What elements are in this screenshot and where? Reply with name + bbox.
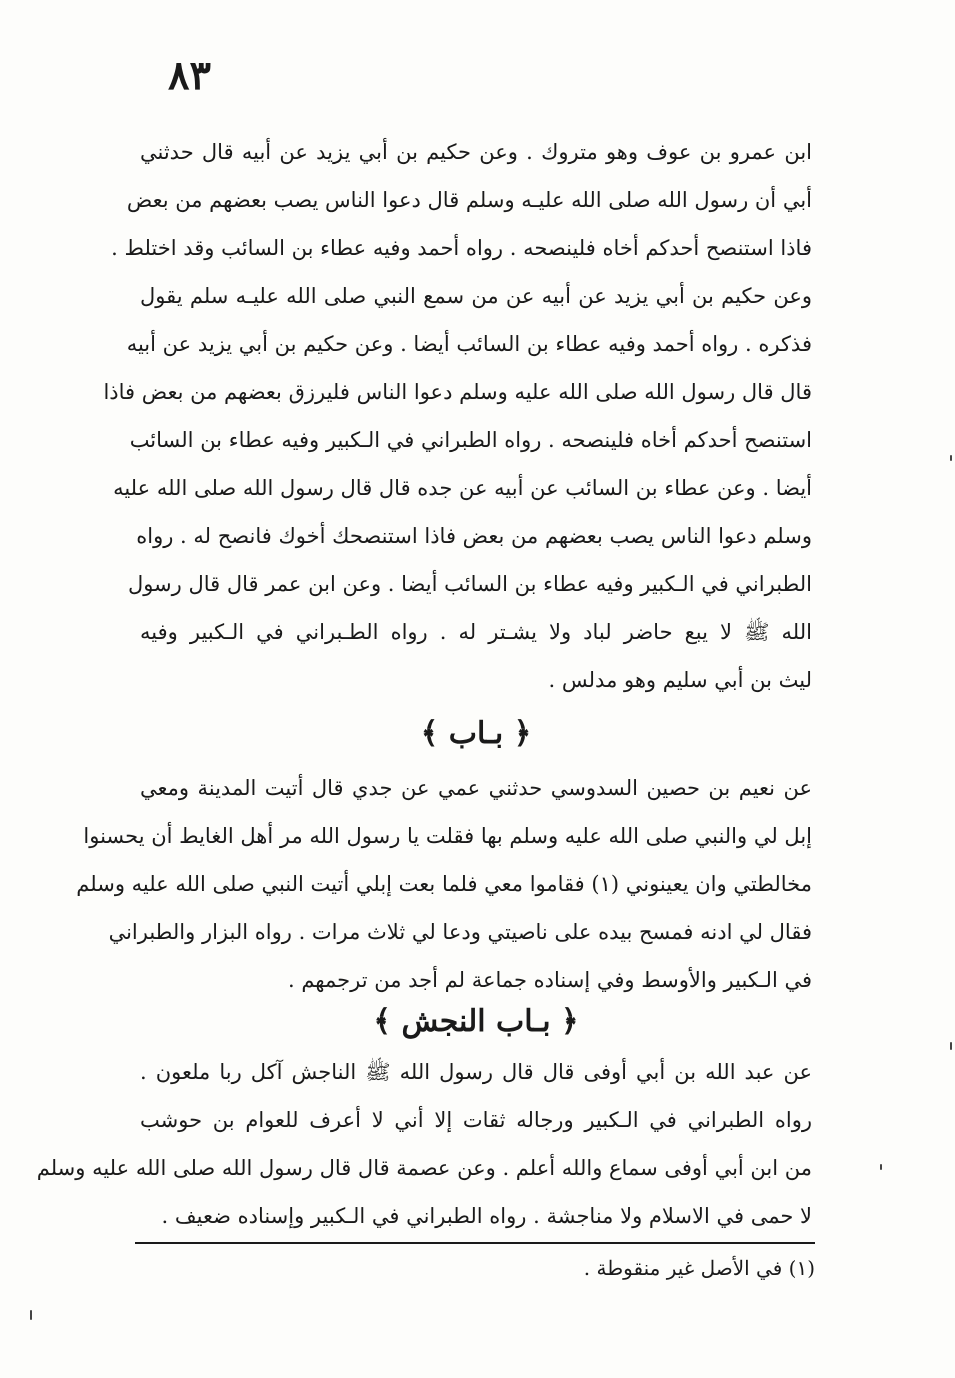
text-line: فذكره . رواه أحمد وفيه عطاء بن السائب أيضا . وعن حكيم بن أبي يزيد عن أبيه [126,332,812,356]
text-line: قال قال رسول الله صلى الله عليه وسلم دعوا الناس فليرزق بعضهم من بعض فاذا [103,380,812,404]
text-line: من ابن أبي أوفى سماع والله أعلم . وعن عصمة قال قال رسول الله صلى الله عليه وسلم [36,1156,812,1180]
text-line: وعن حكيم بن أبي يزيد عن أبيه عن من سمع النبي صلى الله عليـه سلم يقول [140,284,812,308]
text-line: الله ﷺ لا يبع حاضر لباد ولا يشـتر له . رواه الطـبراني في الـكبير وفيه [140,620,812,644]
footnote: (١) في الأصل غير منقوطة . [583,1256,815,1280]
text-line: الطبراني في الـكبير وفيه عطاء بن السائب أيضا . وعن ابن عمر قال قال رسول [127,572,812,596]
scan-speck [950,1042,952,1050]
text-line: مخالطتي وان يعينوني (١) فقاموا معي فلما بعت إبلي أتيت النبي صلى الله عليه وسلم [76,872,812,896]
footnote-divider [135,1242,815,1244]
scan-speck [30,1310,32,1320]
text-line: عن عبد الله بن أبي أوفى قال قال رسول الله ﷺ الناجش آكل ربا ملعون . [140,1060,812,1084]
text-line: وسلم دعوا الناس يصب بعضهم من بعض فاذا استنصحك أخوك فانصح له . رواه [136,524,812,548]
chapter-heading: ﴿ بـاب النجش ﴾ [373,1004,579,1039]
chapter-heading: ﴿ بـاب ﴾ [420,716,532,751]
page-number: ٨٣ [168,52,211,99]
section-2 [76,764,812,1004]
text-line: استنصح أحدكم أخاه فلينصحه . رواه الطبراني في الـكبير وفيه عطاء بن السائب [129,428,812,452]
text-line: أيضا . وعن عطاء بن السائب عن أبيه عن جده قال قال رسول الله صلى الله عليه [113,476,812,500]
scan-speck [950,455,952,461]
text-line: ليث بن أبي سليم وهو مدلس . [548,668,812,692]
text-line: في الـكبير والأوسط وفي إسناده جماعة لم أجد من ترجمهم . [287,968,812,992]
text-line: ابن عمرو بن عوف وهو متروك . وعن حكيم بن أبي يزيد عن أبيه قال حدثني [140,140,812,164]
scan-speck [880,1164,882,1170]
text-line: عن نعيم بن حصين السدوسي حدثني عمي عن جدي قال أتيت المدينة ومعي [140,776,812,800]
text-line: إبل لي والنبي صلى الله عليه وسلم بها فقلت يا رسول الله مر أهل الغايط أن يحسنوا [83,824,812,848]
section-1 [103,128,812,704]
text-line: لا حمى في الاسلام ولا مناجشة . رواه الطبراني في الـكبير وإسناده ضعيف . [161,1204,812,1228]
section-3 [36,1048,812,1240]
text-line: فقال لي ادنه فمسح بيده على ناصيتي ودعا لي ثلاث مرات . رواه البزار والطبراني [108,920,812,944]
text-line: فاذا استنصح أحدكم أخاه فلينصحه . رواه أحمد وفيه عطاء بن السائب وقد اختلط . [111,236,812,260]
text-line: أبي أن رسول الله صلى الله عليـه وسلم قال دعوا الناس يصب بعضهم من بعض [126,188,812,212]
text-line: رواه الطبراني في الـكبير ورجاله ثقات إلا أني لا أعرف للعوام بن حوشب [140,1108,812,1132]
